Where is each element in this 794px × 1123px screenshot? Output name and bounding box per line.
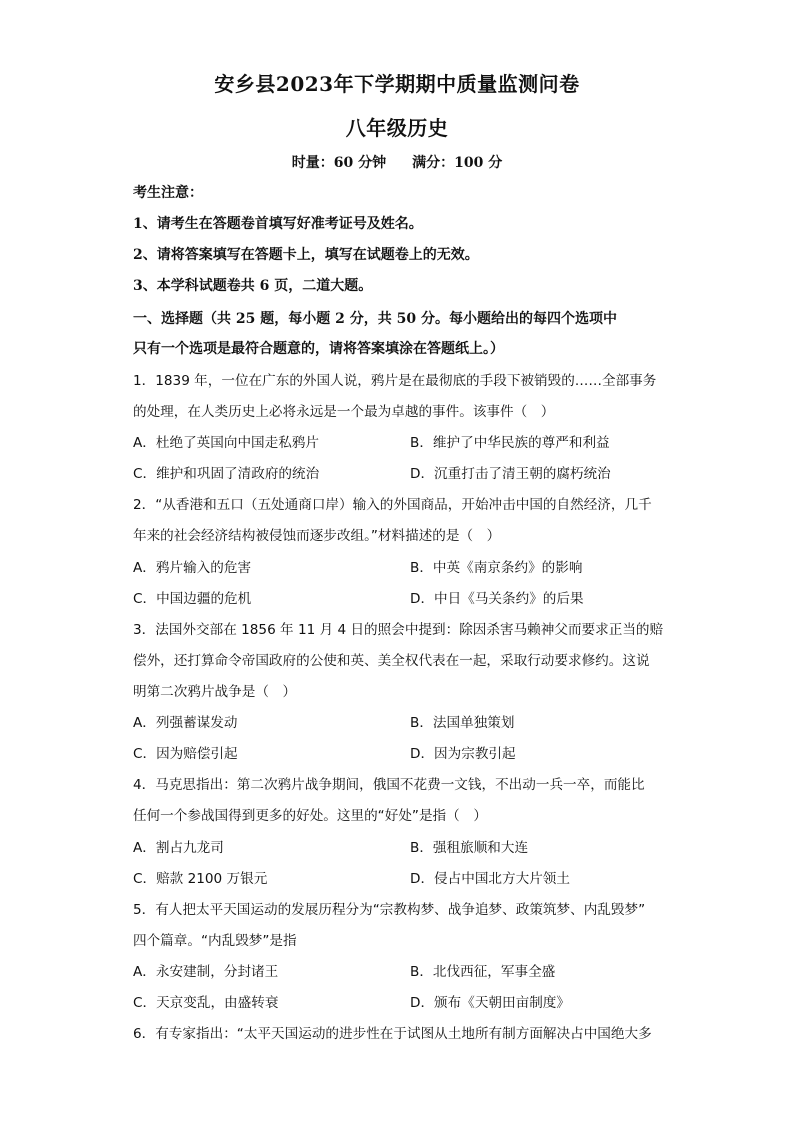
option-a: A．杜绝了英国向中国走私鸦片 [133, 435, 320, 451]
option-b: B．强租旅顺和大连 [410, 840, 529, 856]
question-text: 4．马克思指出：第二次鸦片战争期间，俄国不花费一文钱，不出动一兵一卒，而能比 [133, 777, 645, 793]
notice-heading: 考生注意： [133, 185, 203, 201]
question-text: 1．1839 年，一位在广东的外国人说，鸦片是在最彻底的手段下被销毁的……全部事务 [133, 373, 657, 389]
option-d: D．颁布《天朝田亩制度》 [410, 995, 570, 1011]
question-text: 年来的社会经济结构被侵蚀而逐步改组。”材料描述的是（ ） [133, 528, 501, 544]
exam-meta [0, 152, 794, 172]
question-text: 5．有人把太平天国运动的发展历程分为“宗教构梦、战争追梦、政策筑梦、内乱毁梦” [133, 902, 646, 918]
option-d: D．因为宗教引起 [410, 746, 516, 762]
option-c: C．中国边疆的危机 [133, 591, 252, 607]
option-c: C．赔款 2100 万银元 [133, 871, 268, 887]
option-c: C．因为赔偿引起 [133, 746, 238, 762]
option-d: D．沉重打击了清王朝的腐朽统治 [410, 466, 611, 482]
question-text: 明第二次鸦片战争是（ ） [133, 684, 297, 700]
question-text: 偿外，还打算命令帝国政府的公使和英、美全权代表在一起，采取行动要求修约。这说 [133, 653, 650, 669]
question-text: 6．有专家指出：“太平天国运动的进步性在于试图从土地所有制方面解决占中国绝大多 [133, 1026, 652, 1042]
option-a: A．鸦片输入的危害 [133, 560, 252, 576]
option-a: A．永安建制，分封诸王 [133, 964, 279, 980]
exam-subject: 八年级历史 [345, 116, 449, 140]
question-text: 的处理，在人类历史上必将永远是一个最为卓越的事件。该事件（ ） [133, 404, 555, 420]
option-a: A．列强蓄谋发动 [133, 715, 238, 731]
exam-title: 安乡县2023年下学期期中质量监测问卷 [214, 72, 580, 96]
option-b: B．中英《南京条约》的影响 [410, 560, 583, 576]
notice-item: 3、本学科试题卷共 6 页，二道大题。 [133, 278, 373, 294]
option-b: B．北伐西征，军事全盛 [410, 964, 556, 980]
option-d: D．中日《马关条约》的后果 [410, 591, 584, 607]
option-a: A．割占九龙司 [133, 840, 224, 856]
option-c: C．维护和巩固了清政府的统治 [133, 466, 320, 482]
notice-item: 1、请考生在答题卷首填写好准考证号及姓名。 [133, 216, 423, 232]
option-c: C．天京变乱，由盛转衰 [133, 995, 279, 1011]
section-heading: 只有一个选项是最符合题意的，请将答案填涂在答题纸上。） [133, 341, 504, 357]
option-b: B．法国单独策划 [410, 715, 515, 731]
exam-score: 满分：100 分 [412, 155, 503, 171]
exam-time: 时量：60 分钟 [291, 155, 387, 171]
option-d: D．侵占中国北方大片领土 [410, 871, 570, 887]
question-text: 3．法国外交部在 1856 年 11 月 4 日的照会中提到：除因杀害马赖神父而要求正当的赔 [133, 622, 664, 638]
question-text: 2．“从香港和五口（五处通商口岸）输入的外国商品，开始冲击中国的自然经济，几千 [133, 497, 652, 513]
option-b: B．维护了中华民族的尊严和利益 [410, 435, 610, 451]
question-text: 四个篇章。“内乱毁梦”是指 [133, 933, 297, 949]
notice-item: 2、请将答案填写在答题卡上，填写在试题卷上的无效。 [133, 247, 479, 263]
section-heading: 一、选择题（共 25 题，每小题 2 分，共 50 分。每小题给出的每四个选项中 [133, 311, 617, 327]
question-text: 任何一个参战国得到更多的好处。这里的“好处”是指（ ） [133, 808, 487, 824]
